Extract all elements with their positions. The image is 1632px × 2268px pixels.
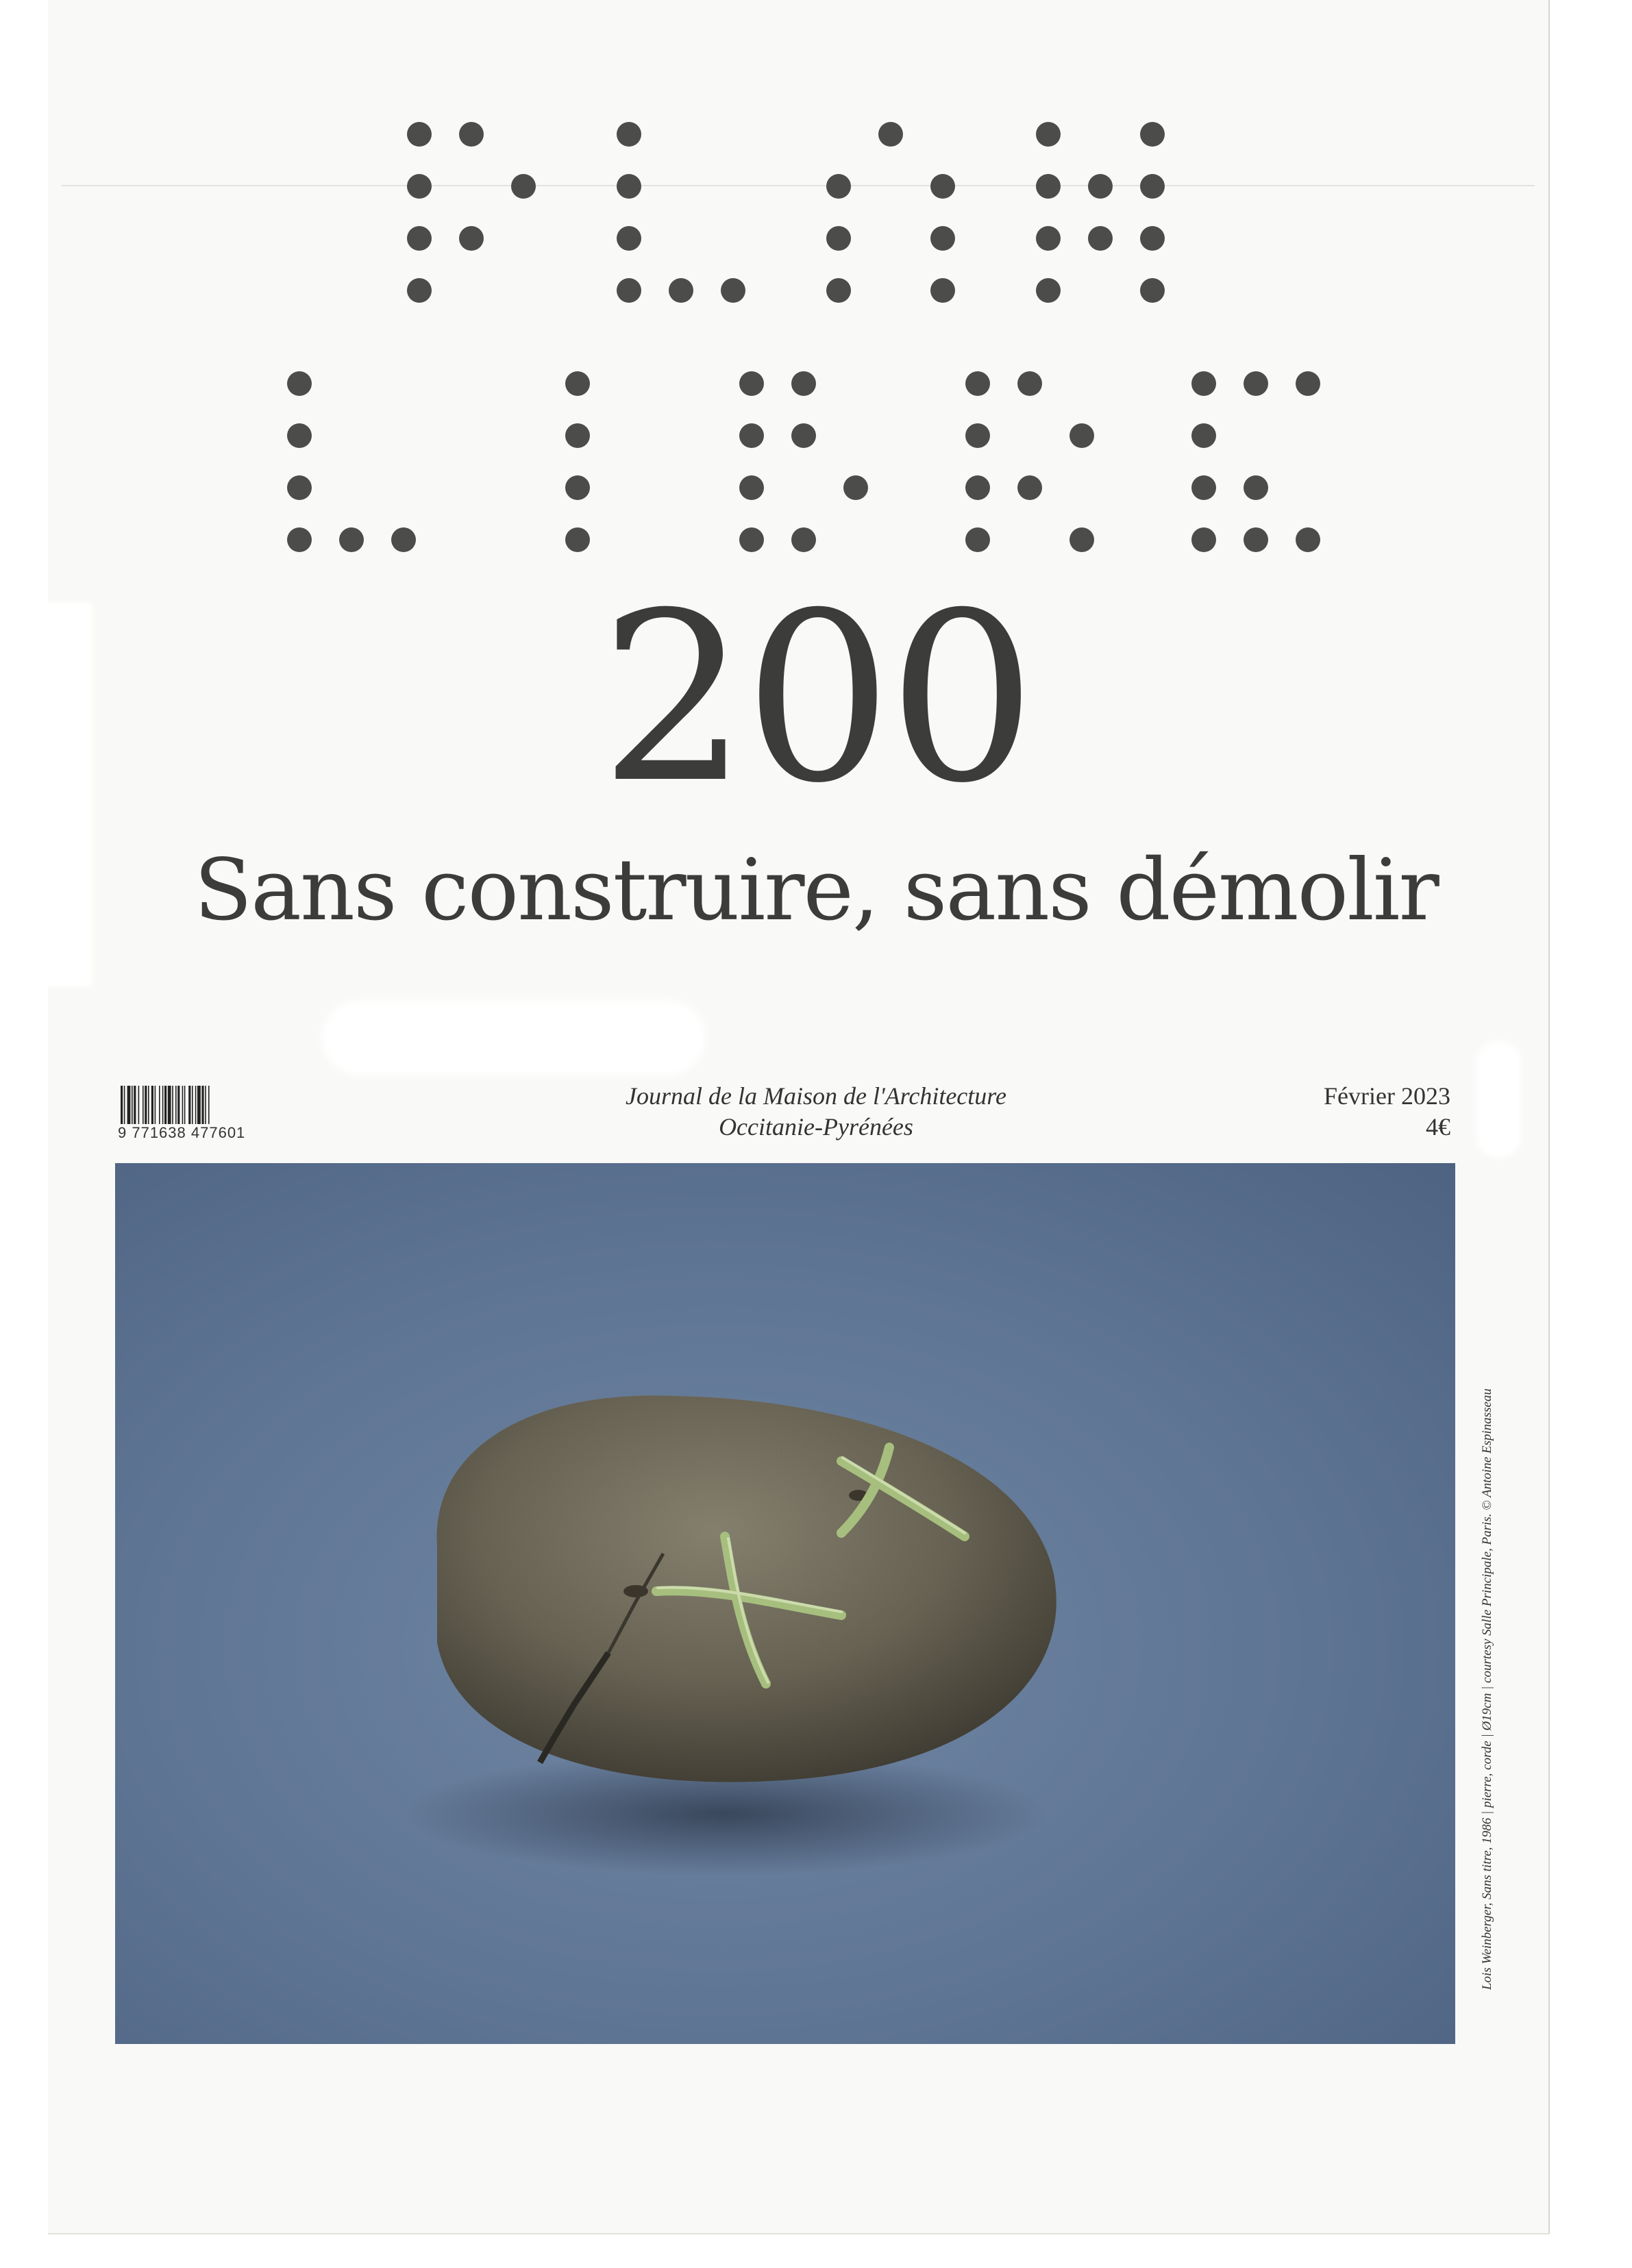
title-dot <box>565 527 590 552</box>
title-dot <box>1036 226 1061 251</box>
title-dot <box>287 527 312 552</box>
title-dot <box>287 423 312 448</box>
title-dot <box>1191 423 1216 448</box>
title-dot <box>407 174 432 199</box>
issue-date: Février 2023 <box>1324 1082 1450 1110</box>
title-dot <box>1191 527 1216 552</box>
title-dot <box>965 423 990 448</box>
title-dot <box>739 371 764 396</box>
title-dot <box>791 527 816 552</box>
title-dot <box>565 371 590 396</box>
masthead-line-1: Journal de la Maison de l'Architecture <box>626 1082 1006 1110</box>
title-dot <box>791 423 816 448</box>
title-dot <box>1140 226 1165 251</box>
title-dot <box>1036 122 1061 147</box>
title-dot <box>965 371 990 396</box>
title-dot <box>1017 475 1042 500</box>
title-dot <box>617 278 641 303</box>
title-dot <box>1140 174 1165 199</box>
title-dot <box>407 226 432 251</box>
title-line-libre <box>287 371 1320 552</box>
title-dot <box>1244 475 1268 500</box>
issue-number: 200 <box>599 563 1033 834</box>
title-dot <box>391 527 416 552</box>
dot-matrix-title <box>0 0 1632 569</box>
stone <box>436 1395 1056 1782</box>
title-dot <box>843 475 868 500</box>
stone-with-string-image <box>115 1163 1455 2044</box>
title-dot <box>1296 371 1320 396</box>
title-dot <box>617 122 641 147</box>
barcode-number: 9 771638 477601 <box>118 1124 246 1141</box>
title-dot <box>721 278 745 303</box>
title-dot <box>965 527 990 552</box>
title-dot <box>1070 527 1094 552</box>
title-dot <box>739 527 764 552</box>
title-dot <box>1017 371 1042 396</box>
issue-price: 4€ <box>1426 1113 1450 1141</box>
title-dot <box>617 226 641 251</box>
title-dot <box>459 122 484 147</box>
title-dot <box>1070 423 1094 448</box>
title-dot <box>1296 527 1320 552</box>
title-dot <box>826 174 851 199</box>
photo-credit: Lois Weinberger, Sans titre, 1986 | pierre, corde | Ø19cm | courtesy Salle Principale, Paris. © Antoine Espinasseau <box>1480 1388 1494 1990</box>
title-dot <box>878 122 903 147</box>
title-dot <box>459 226 484 251</box>
cover-photo <box>115 1163 1455 2044</box>
title-dot <box>669 278 693 303</box>
dateline <box>1324 1081 1450 1143</box>
title-dot <box>826 226 851 251</box>
title-dot <box>1036 174 1061 199</box>
title-dot <box>407 278 432 303</box>
title-dot <box>1191 371 1216 396</box>
paper-blemish <box>322 1000 706 1075</box>
title-dot <box>1140 122 1165 147</box>
title-dot <box>791 371 816 396</box>
title-dot <box>1244 527 1268 552</box>
title-dot <box>930 226 955 251</box>
title-dot <box>287 371 312 396</box>
title-dot <box>407 122 432 147</box>
title-dot <box>511 174 536 199</box>
title-dot <box>1244 371 1268 396</box>
title-dot <box>617 174 641 199</box>
title-dot <box>287 475 312 500</box>
cover-headline: Sans construire, sans démolir <box>194 841 1438 940</box>
title-dot <box>739 423 764 448</box>
title-line-plan <box>407 122 1165 303</box>
title-dot <box>1088 226 1113 251</box>
title-dot <box>1036 278 1061 303</box>
title-dot <box>339 527 364 552</box>
masthead-line-2: Occitanie-Pyrénées <box>719 1113 913 1141</box>
title-dot <box>826 278 851 303</box>
drill-hole <box>623 1585 648 1597</box>
title-dot <box>965 475 990 500</box>
title-dot <box>739 475 764 500</box>
title-dot <box>930 278 955 303</box>
title-dot <box>1191 475 1216 500</box>
title-dot <box>565 475 590 500</box>
title-dot <box>1140 278 1165 303</box>
title-dot <box>930 174 955 199</box>
title-dot <box>1088 174 1113 199</box>
title-dot <box>565 423 590 448</box>
paper-blemish <box>41 603 92 986</box>
